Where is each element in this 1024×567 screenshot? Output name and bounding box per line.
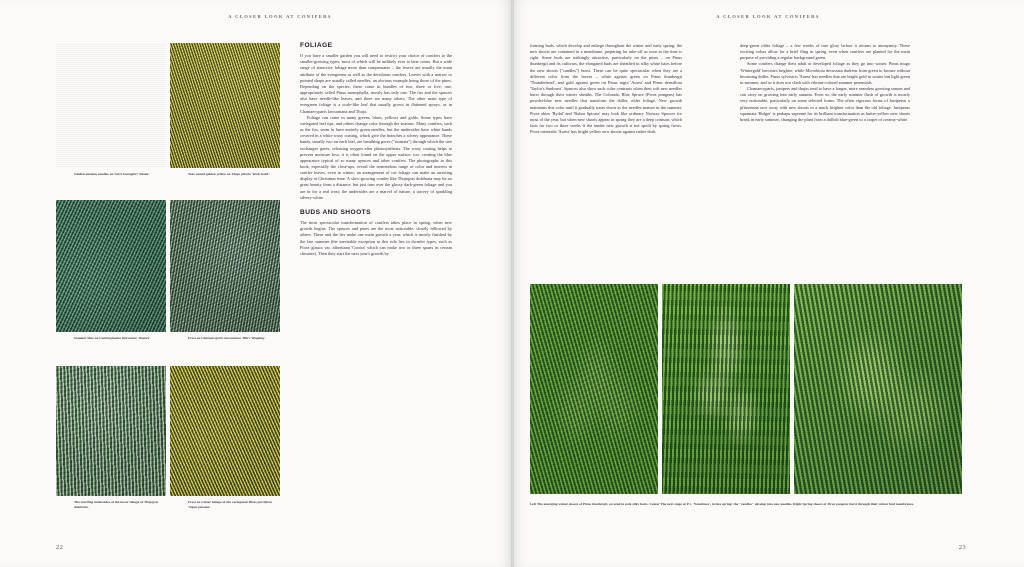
caption-frost-on-winter-foliage-pinus — [188, 500, 282, 509]
paragraph-right-2-2: Some conifers change their adult or developed foliage as they go into winter. Pinus mugo 'Wintergold' becomes brighter, while Microbiota decussata darkens from green to bronze without becoming duller. Pinus sylvestris 'Aurea' has needles that are bright gold in winter but light green in summer, and so it does not clash with vibrant-colored summer perennials. — [740, 61, 910, 85]
caption-text: , covered in pale silky hairs. — [607, 502, 650, 506]
left-column-text — [300, 43, 452, 257]
photo-grain — [56, 43, 166, 168]
caption-text: The startling undersides of the lower foliage of — [74, 500, 145, 504]
folio-left: 22 — [56, 544, 64, 551]
caption-species: Pinus parviflora — [248, 500, 272, 504]
caption-text: Frost on winter foliage of the variegated — [188, 500, 249, 504]
caption-label-center: Center — [649, 502, 661, 506]
caption-cultivar: 'Glauca'. — [136, 336, 152, 340]
photo-summer-blue-cunninghamia — [56, 200, 166, 332]
photo-grain — [170, 366, 280, 496]
caption-label-left: Left — [530, 502, 538, 506]
caption-label-right: Right — [793, 502, 803, 506]
caption-thujopsis-undersides — [74, 500, 168, 509]
photo-year-round-golden-yellow — [170, 43, 280, 168]
running-head-right: A CLOSER LOOK AT CONIFERS — [716, 14, 820, 19]
caption-species: Larix kaempferi — [114, 172, 138, 176]
caption-text: burst through their winter bud membranes. — [848, 502, 915, 506]
photo-picea-pungens-spring-shoots — [794, 284, 962, 494]
photo-grain — [794, 284, 962, 494]
folio-right: 23 — [958, 544, 966, 551]
photo-pinus-thunbergii-winter-shoots — [530, 284, 658, 494]
paragraph-right-2-3: Chamaecyparis, junipers and thujas tend to have a longer, more seamless growing season and can carry on growing into early autumn. Even so, the early summer flush of growth is mostly very noticeable, particularly on some selected forms. The often vigorous forms of Juniperus x pfitzeriana race away with new shoots in a much brighter color than the old foliage. Juniperus squamata 'Holger' is perhaps supreme for its brilliant transformation as butter-yellow new shoots break in early summer, changing the plant from a dullish blue-green to a carpet of creamy-white. — [740, 86, 910, 122]
photo-frost-on-winter-foliage-pinus — [170, 366, 280, 496]
paragraph-right-2-1: deep-green older foliage – a few weeks of true glory before it returns to anonymity. These exciting colors allow for a brief fling in spring, even when conifers are planted for the main purpose of providing a regular background green. — [740, 43, 910, 61]
caption-text: The emerging winter shoots of — [537, 502, 583, 506]
caption-year-round-golden-yellow — [188, 172, 282, 177]
caption-species-1: Pinus thunbergii — [582, 502, 608, 506]
caption-text: Year-round golden yellow on — [188, 172, 232, 176]
paragraph-buds-1: The most spectacular transformation of conifers takes place in spring, when new growth begins. The spruces and pines are the most noticeable, closely followed by others. These and the firs make one main growth a year, which is mostly finished by the late summer (the inevitable exception to this rule lies in dwarfer types, such as Picea glauca var. albertiana 'Conica' which can make two or three spurts in certain climates). Then they start the next year's growth by — [300, 220, 452, 256]
photo-thujopsis-undersides — [56, 366, 166, 496]
caption-frost-on-chamaecyparis — [188, 336, 282, 341]
paragraph-right-1-1: forming buds, which develop and enlarge throughout the winter and early spring; the new shoots are contained in a membrane, preparing for take-off as soon as the time is right. Some buds are strikingly attractive, particularly on the pines – on Pinus thunbergii and its cultivars, the elongated buds are sheathed in silky white hairs before the new shoots ("candles") burst. These can be quite spectacular when they are a different color from the leaves – white against green on Pinus thunbergii 'Thunderhead', and gold against green on Pinus nigra 'Aurea' and Pinus densiflora 'Taylor's Sunburst'. Spruces also show such color contrasts when their soft new needles burst through their winter sheaths. The Colorado Blue Spruce (Picea pungens) has powder-blue new needles that transform the duller, older foliage. New growth maintains this color until it gradually tones down as the needles mature in the summer. Picea abies 'Rydal' and 'Rubra Spicata' may look like ordinary Norway Spruces for most of the year, but when new shoots appear in spring they are a deep crimson, which lasts for two or three weeks if the tender new growth is not spoilt by spring frosts. Picea orientalis 'Aurea' has bright yellow new shoots against rather drab, — [530, 43, 682, 135]
caption-text: 'Yatsubusa', in late spring: the "candles" develop into new needles. — [691, 502, 794, 506]
photo-pinus-thunbergii-yatsubusa-candles — [662, 284, 790, 494]
photo-golden-autumn-needles — [56, 43, 166, 168]
caption-species: Thujopsis dolabrata — [74, 500, 159, 509]
caption-cultivar: 'Dik's Weeping'. — [240, 336, 266, 340]
caption-cultivar: 'Ogon-janome'. — [188, 504, 212, 509]
photo-grain — [56, 366, 166, 496]
caption-species-3: Picea pungens — [827, 502, 849, 506]
photo-grain — [56, 200, 166, 332]
running-head-left: A CLOSER LOOK AT CONIFERS — [228, 14, 332, 19]
photo-grain — [170, 200, 280, 332]
caption-species-2: P. t. — [686, 502, 692, 506]
caption-text: Spring shoots of — [802, 502, 828, 506]
caption-summer-blue-cunninghamia — [74, 336, 168, 341]
page-gutter — [511, 0, 514, 567]
caption-cultivar: 'Diana'. — [137, 172, 151, 176]
caption-golden-autumn-needles — [74, 172, 168, 177]
paragraph-foliage-2: Foliage can come in many greens, blues, yellows and golds. Some types have variegated leaf tips, and others change color through the seasons. Many conifers, such as the firs, seem to have entirely green needles, but the undersides have white bands covered in a white waxy coating, which give the branches a silvery appearance. These bands, usually two on each leaf, are breathing pores ("stomata") through which the tree exchanges gases, releasing oxygen after photosynthesis. The waxy coating helps to prevent moisture loss; it is often found on the upper surface, too, creating the blue appearance typical of so many spruces and other conifers. The photographs in this book, especially the close-ups, reveal the tremendous range of color and interest in conifer leaves, even in winter; an arrangement of cut foliage can make an arresting display at Christmas time. A slow-growing conifer like Thujopsis dolabrata may be no great beauty from a distance, but just turn over the glossy dark-green foliage and you are in for a real treat; the undersides are a marvel of nature, a tracery of sparkling silvery-white. — [300, 114, 452, 200]
caption-species: Thuja plicata — [231, 172, 251, 176]
right-page — [512, 0, 1024, 567]
photo-grain — [170, 43, 280, 168]
right-column-1-text — [530, 43, 682, 135]
photo-frost-on-chamaecyparis — [170, 200, 280, 332]
caption-text: The next stage of — [660, 502, 687, 506]
right-column-2-text — [740, 43, 910, 123]
caption-species: Cunninghamia lanceolata — [99, 336, 137, 340]
caption-cultivar: 'Irish Gold'. — [250, 172, 270, 176]
paragraph-foliage-1: If you have a smaller garden you will need to restrict your choice of conifers to the smaller-growing types, most of which will be unlikely ever to bear cones. But a wide range of attractive foliage more than compensates – the leaves are usually the main attribute of the evergreens as well as the deciduous conifers. Leaves with a narrow or pointed shape are usually called needles, an obvious example being those of the pines. Depending on the species, these come in bundles of two, three or five; one, appropriately called Pinus monophylla, mostly has only one. The firs and the spruces also have needle-like leaves, and there are many others. The other main type of evergreen foliage is a scale-like leaf that usually grows in flattened sprays, as in Chamaecyparis lawsoniana and Thuja. — [300, 53, 452, 114]
photo-grain — [530, 284, 658, 494]
caption-cultivar: . — [87, 504, 89, 509]
caption-text: Summer blue on — [74, 336, 100, 340]
caption-bottom-photo-strip — [530, 502, 962, 507]
caption-species: Chamaecyparis lawsoniana — [201, 336, 241, 340]
photo-grain — [662, 284, 790, 494]
caption-text: Frost on — [188, 336, 202, 340]
caption-text: Golden autumn needles on — [74, 172, 115, 176]
heading-buds-and-shoots: BUDS AND SHOOTS — [300, 208, 371, 216]
heading-foliage: FOLIAGE — [300, 42, 333, 49]
